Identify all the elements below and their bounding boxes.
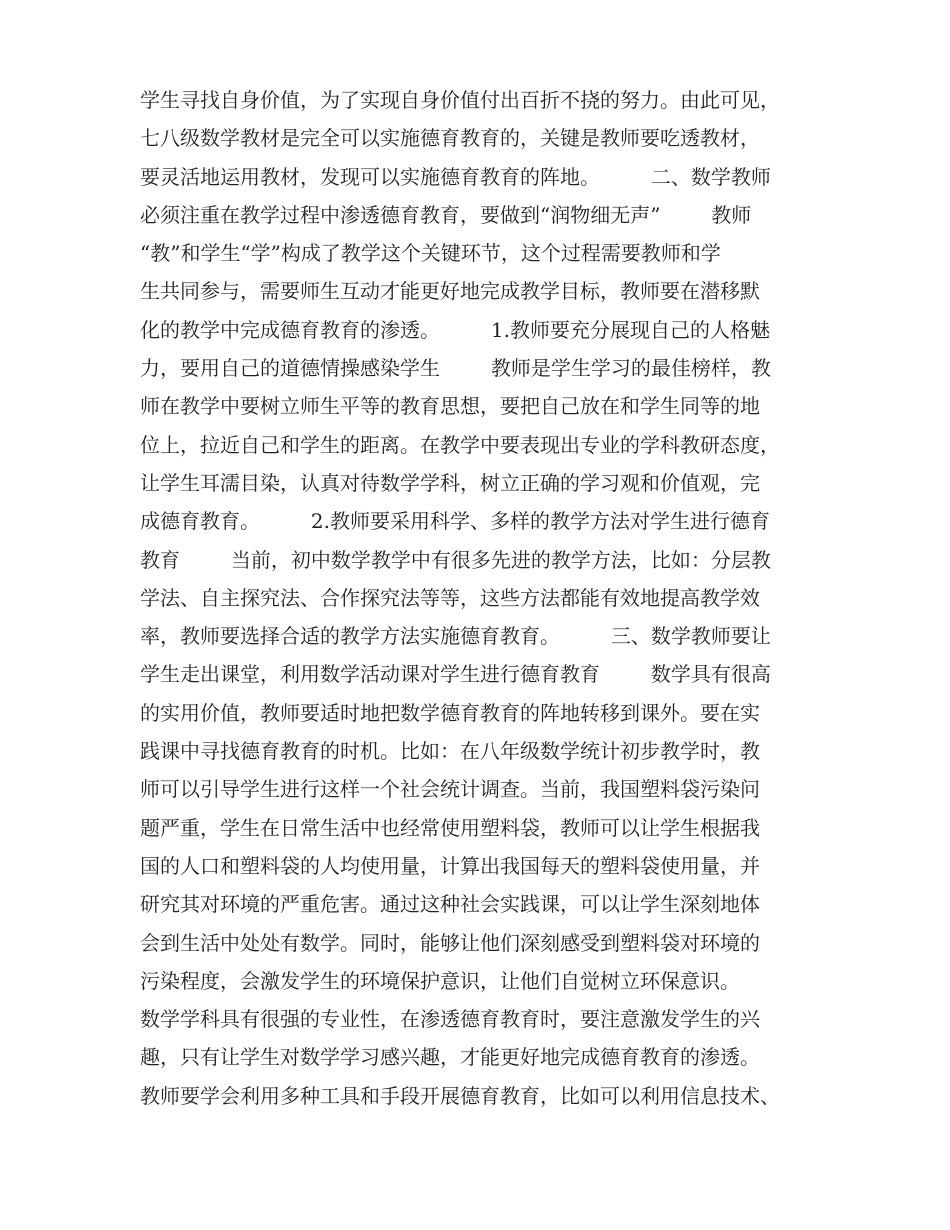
text-line: 师可以引导学生进行这样一个社会统计调查。当前，我国塑料袋污染问: [140, 777, 760, 802]
text-line: 践课中寻找德育教育的时机。比如：在八年级数学统计初步教学时，教: [140, 739, 760, 764]
text-line: 化的教学中完成德育教育的渗透。 1.教师要充分展现自己的人格魅: [140, 317, 770, 342]
text-line: 师在教学中要树立师生平等的教育思想，要把自己放在和学生同等的地: [140, 394, 760, 419]
text-line: 国的人口和塑料袋的人均使用量，计算出我国每天的塑料袋使用量，并: [140, 853, 760, 878]
text-line: 教师要学会利用多种工具和手段开展德育教育，比如可以利用信息技术、: [140, 1083, 780, 1108]
text-line: 题严重，学生在日常生活中也经常使用塑料袋，教师可以让学生根据我: [140, 815, 760, 840]
text-line: 成德育教育。 2.教师要采用科学、多样的教学方法对学生进行德育: [140, 509, 770, 534]
text-line: 位上，拉近自己和学生的距离。在教学中要表现出专业的学科教研态度，: [140, 432, 780, 457]
text-line: 教育 当前，初中数学教学中有很多先进的教学方法，比如：分层教: [140, 547, 771, 572]
body-text: [140, 81, 830, 1115]
text-line: 趣，只有让学生对数学学习感兴趣，才能更好地完成德育教育的渗透。: [140, 1045, 760, 1070]
text-line: 会到生活中处处有数学。同时，能够让他们深刻感受到塑料袋对环境的: [140, 930, 760, 955]
text-line: 学生寻找自身价值，为了实现自身价值付出百折不挠的努力。由此可见，: [140, 88, 780, 112]
text-line: 力，要用自己的道德情操感染学生 教师是学生学习的最佳榜样，教: [140, 356, 771, 381]
text-line: 必须注重在教学过程中渗透德育教育，要做到“润物细无声” 教师: [140, 202, 752, 227]
text-line: 要灵活地运用教材，发现可以实施德育教育的阵地。 二、数学教师: [140, 164, 771, 189]
text-line: 污染程度，会激发学生的环境保护意识，让他们自觉树立环保意识。: [140, 968, 740, 993]
text-line: 学法、自主探究法、合作探究法等等，这些方法都能有效地提高教学效: [140, 585, 760, 610]
text-line: 的实用价值，教师要适时地把数学德育教育的阵地转移到课外。要在实: [140, 700, 760, 725]
text-line: “教”和学生“学”构成了教学这个关键环节，这个过程需要教师和学: [140, 241, 721, 266]
text-line: 学生走出课堂，利用数学活动课对学生进行德育教育 数学具有很高: [140, 662, 771, 687]
text-line: 研究其对环境的严重危害。通过这种社会实践课，可以让学生深刻地体: [140, 892, 760, 917]
text-line: 生共同参与，需要师生互动才能更好地完成教学目标，教师要在潜移默: [140, 279, 760, 304]
text-line: 数学学科具有很强的专业性，在渗透德育教育时，要注意激发学生的兴: [140, 1007, 760, 1032]
text-line: 让学生耳濡目染，认真对待数学学科，树立正确的学习观和价值观，完: [140, 470, 760, 495]
text-line: 率，教师要选择合适的教学方法实施德育教育。 三、数学教师要让: [140, 624, 771, 649]
text-line: 七八级数学教材是完全可以实施德育教育的，关键是教师要吃透教材，: [140, 126, 760, 151]
